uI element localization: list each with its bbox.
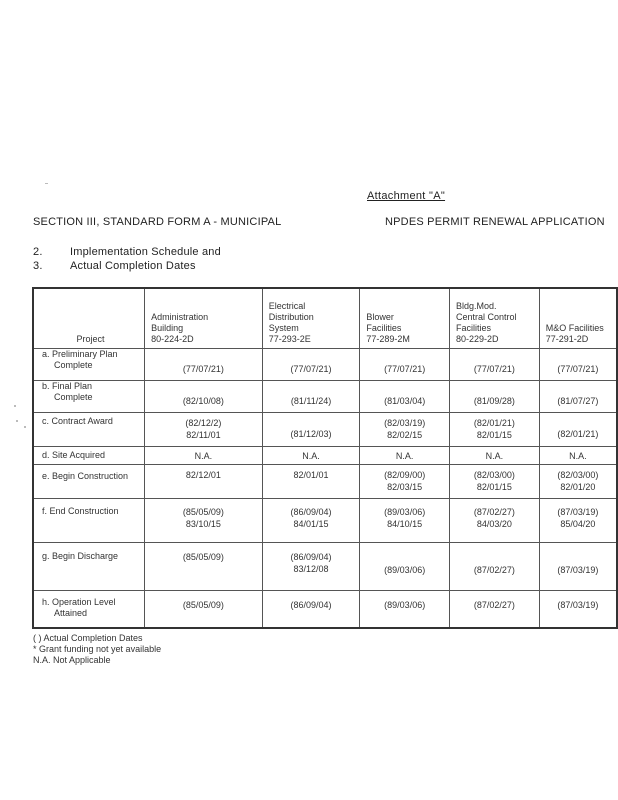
row-label-line: b. Final Plan bbox=[42, 380, 93, 391]
column-header-line: Administration bbox=[151, 311, 209, 322]
schedule-table bbox=[32, 287, 618, 629]
table-cell bbox=[262, 542, 360, 590]
row-label-line: a. Preliminary Plan bbox=[42, 348, 118, 359]
table-row bbox=[33, 542, 617, 590]
table-cell: (85/05/09) bbox=[145, 590, 263, 628]
table-row bbox=[33, 348, 617, 380]
column-header-electrical bbox=[262, 288, 360, 348]
intro-item-number: 2. bbox=[33, 246, 43, 258]
cell-line: 84/10/15 bbox=[387, 518, 423, 529]
table-cell bbox=[450, 464, 540, 498]
cell-line: (82/03/00) bbox=[557, 469, 599, 480]
section-title: SECTION III, STANDARD FORM A - MUNICIPAL bbox=[33, 216, 282, 228]
column-header-line: 77-291-2D bbox=[545, 333, 589, 344]
table-cell: 82/12/01 bbox=[145, 464, 263, 498]
intro-item-text: Actual Completion Dates bbox=[70, 260, 196, 272]
table-row bbox=[33, 412, 617, 446]
cell-line: (82/01/21) bbox=[473, 417, 515, 428]
column-header-line: 80-224-2D bbox=[151, 333, 194, 344]
project-column-header: Project bbox=[33, 288, 145, 348]
table-cell: 82/01/01 bbox=[262, 464, 360, 498]
table-cell: (77/07/21) bbox=[145, 348, 263, 380]
row-label bbox=[33, 590, 145, 628]
column-header-line: 77-289-2M bbox=[366, 333, 410, 344]
table-cell: (81/07/27) bbox=[539, 380, 617, 412]
row-label bbox=[33, 348, 145, 380]
legend-item: ( ) Actual Completion Dates bbox=[33, 633, 143, 643]
cell-line: 82/01/15 bbox=[476, 481, 512, 492]
row-label: f. End Construction bbox=[33, 498, 145, 542]
cell-line: (87/03/19) bbox=[557, 506, 599, 517]
column-header-line: Facilities bbox=[366, 322, 402, 333]
table-cell: (82/01/21) bbox=[539, 412, 617, 446]
column-header-line: Blower bbox=[366, 311, 394, 322]
intro-item-text: Implementation Schedule and bbox=[70, 246, 221, 258]
column-header-line: Central Control bbox=[456, 311, 517, 322]
legend bbox=[33, 633, 161, 666]
column-header-blower bbox=[360, 288, 450, 348]
table-cell bbox=[450, 498, 540, 542]
cell-line: (87/02/27) bbox=[473, 506, 515, 517]
column-header-line: Building bbox=[151, 322, 184, 333]
table-cell: N.A. bbox=[450, 446, 540, 464]
cell-line: (82/03/19) bbox=[384, 417, 426, 428]
column-header-line: Electrical bbox=[268, 300, 306, 311]
attachment-label: Attachment "A" bbox=[367, 190, 446, 202]
table-cell: (82/10/08) bbox=[145, 380, 263, 412]
cell-line: (82/12/2) bbox=[185, 417, 222, 428]
table-cell: (77/07/21) bbox=[539, 348, 617, 380]
column-header-line: System bbox=[268, 322, 299, 333]
column-header-line: Distribution bbox=[268, 311, 314, 322]
table-cell: (87/03/19) bbox=[539, 590, 617, 628]
table-cell: (81/11/24) bbox=[262, 380, 360, 412]
table-row bbox=[33, 446, 617, 464]
column-header-line: Facilities bbox=[456, 322, 492, 333]
cell-line: 82/02/15 bbox=[387, 429, 423, 440]
legend-item: N.A. Not Applicable bbox=[33, 655, 111, 665]
table-row bbox=[33, 590, 617, 628]
table-cell: (77/07/21) bbox=[360, 348, 450, 380]
row-label-line: h. Operation Level bbox=[42, 596, 116, 607]
table-cell bbox=[539, 464, 617, 498]
table-header-row bbox=[33, 288, 617, 348]
application-title: NPDES PERMIT RENEWAL APPLICATION bbox=[385, 216, 605, 228]
cell-line: 85/04/20 bbox=[560, 518, 596, 529]
row-label bbox=[33, 412, 145, 446]
cell-line: 82/01/15 bbox=[476, 429, 512, 440]
table-cell: (87/02/27) bbox=[450, 590, 540, 628]
cell-line: (86/09/04) bbox=[290, 551, 332, 562]
table-row bbox=[33, 464, 617, 498]
row-label: d. Site Acquired bbox=[33, 446, 145, 464]
table-cell: (81/09/28) bbox=[450, 380, 540, 412]
row-label-line: c. Contract Award bbox=[42, 415, 113, 426]
column-header-line: 80-229-2D bbox=[456, 333, 499, 344]
row-label-line: Complete bbox=[54, 359, 93, 370]
table-cell bbox=[360, 464, 450, 498]
table-cell bbox=[360, 498, 450, 542]
table-row bbox=[33, 498, 617, 542]
column-header-administration bbox=[145, 288, 263, 348]
table-cell bbox=[450, 412, 540, 446]
cell-line: 82/01/20 bbox=[560, 481, 596, 492]
intro-item-2 bbox=[33, 246, 283, 260]
cell-line: 84/01/15 bbox=[293, 518, 329, 529]
row-label bbox=[33, 380, 145, 412]
scan-speck bbox=[14, 405, 16, 407]
table-cell bbox=[360, 412, 450, 446]
table-cell: (81/03/04) bbox=[360, 380, 450, 412]
table-cell bbox=[145, 412, 263, 446]
scan-speck bbox=[45, 183, 48, 184]
column-header-mo-facilities bbox=[539, 288, 617, 348]
table-cell: (89/03/06) bbox=[360, 542, 450, 590]
column-header-line: M&O Facilities bbox=[545, 322, 604, 333]
cell-line: 82/11/01 bbox=[186, 429, 221, 440]
cell-line: 83/10/15 bbox=[185, 518, 221, 529]
table-cell: (87/02/27) bbox=[450, 542, 540, 590]
table-cell: (85/05/09) bbox=[145, 542, 263, 590]
cell-line: (82/09/00) bbox=[384, 469, 426, 480]
cell-line: (82/03/00) bbox=[473, 469, 515, 480]
intro-item-number: 3. bbox=[33, 260, 43, 272]
column-header-central-control bbox=[450, 288, 540, 348]
table-row bbox=[33, 380, 617, 412]
column-header-line: 77-293-2E bbox=[268, 333, 311, 344]
table-cell: (87/03/19) bbox=[539, 542, 617, 590]
row-label: e. Begin Construction bbox=[33, 464, 145, 498]
table-cell: N.A. bbox=[539, 446, 617, 464]
scan-speck bbox=[24, 426, 26, 428]
table-cell bbox=[145, 498, 263, 542]
intro-item-3 bbox=[33, 260, 283, 274]
table-cell: N.A. bbox=[145, 446, 263, 464]
cell-line: 84/03/20 bbox=[476, 518, 512, 529]
row-label-line: Attained bbox=[54, 607, 88, 618]
row-label-line: Complete bbox=[54, 391, 93, 402]
table-cell: (77/07/21) bbox=[262, 348, 360, 380]
table-cell: (77/07/21) bbox=[450, 348, 540, 380]
table-cell: (86/09/04) bbox=[262, 590, 360, 628]
cell-line: (86/09/04) bbox=[290, 506, 332, 517]
cell-line: (85/05/09) bbox=[182, 506, 224, 517]
table-cell bbox=[262, 498, 360, 542]
row-label: g. Begin Discharge bbox=[33, 542, 145, 590]
table-cell: (81/12/03) bbox=[262, 412, 360, 446]
scan-speck bbox=[16, 420, 18, 422]
cell-line: 82/03/15 bbox=[387, 481, 423, 492]
cell-line: 83/12/08 bbox=[293, 563, 329, 574]
table-cell: N.A. bbox=[262, 446, 360, 464]
legend-item: * Grant funding not yet available bbox=[33, 644, 162, 654]
table-cell bbox=[539, 498, 617, 542]
table-cell: (89/03/06) bbox=[360, 590, 450, 628]
cell-line: (89/03/06) bbox=[384, 506, 426, 517]
column-header-line: Bldg.Mod. bbox=[456, 300, 497, 311]
table-cell: N.A. bbox=[360, 446, 450, 464]
